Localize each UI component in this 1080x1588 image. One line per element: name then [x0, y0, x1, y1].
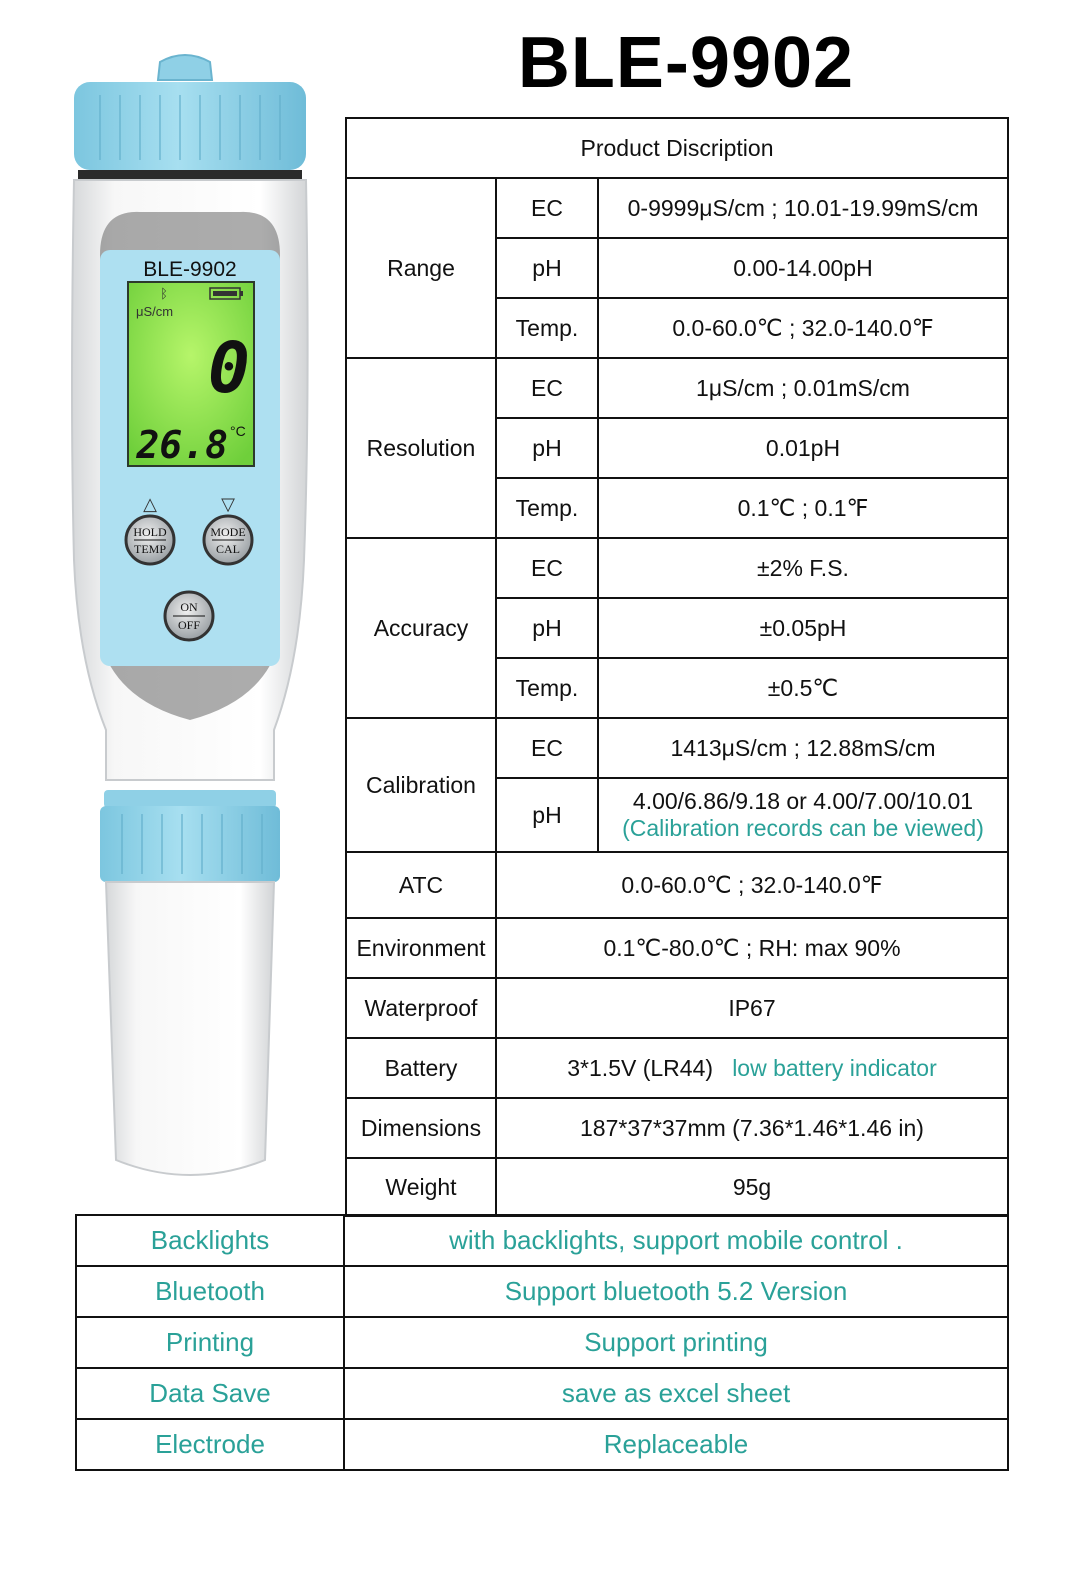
hold-label: HOLD [133, 525, 167, 539]
battery-value-cell [496, 1038, 1008, 1098]
spec-header: Product Discription [346, 118, 1008, 178]
electrode-cap [106, 882, 274, 1175]
lcd-main-reading: 0 [207, 327, 250, 409]
resolution-ec-value: 1μS/cm ; 0.01mS/cm [598, 358, 1008, 418]
range-ph-value: 0.00-14.00pH [598, 238, 1008, 298]
range-ec-value: 0-9999μS/cm ; 10.01-19.99mS/cm [598, 178, 1008, 238]
electrode-collar [100, 790, 280, 882]
waterproof-label: Waterproof [346, 978, 496, 1038]
calibration-ph-label: pH [496, 778, 598, 852]
on-label: ON [180, 600, 198, 614]
feature-value: Support printing [344, 1317, 1008, 1368]
accuracy-ec-label: EC [496, 538, 598, 598]
range-ph-label: pH [496, 238, 598, 298]
accuracy-ph-value: ±0.05pH [598, 598, 1008, 658]
feature-label: Bluetooth [76, 1266, 344, 1317]
accuracy-ph-label: pH [496, 598, 598, 658]
spec-table [345, 117, 1009, 1217]
waterproof-value: IP67 [496, 978, 1008, 1038]
feature-label: Backlights [76, 1215, 344, 1266]
accuracy-temp-value: ±0.5℃ [598, 658, 1008, 718]
top-cap [74, 55, 306, 180]
feature-value: Support bluetooth 5.2 Version [344, 1266, 1008, 1317]
hold-temp-button[interactable] [126, 516, 174, 564]
calibration-ph-note: (Calibration records can be viewed) [622, 815, 984, 841]
lcd-temp-reading: 26.8 [136, 423, 228, 467]
mode-label: MODE [210, 525, 246, 539]
down-arrow-icon: ▽ [221, 494, 235, 515]
atc-value: 0.0-60.0℃ ; 32.0-140.0℉ [496, 852, 1008, 918]
feature-value: Replaceable [344, 1419, 1008, 1470]
dimensions-label: Dimensions [346, 1098, 496, 1158]
calibration-label: Calibration [346, 718, 496, 852]
feature-label: Printing [76, 1317, 344, 1368]
battery-label: Battery [346, 1038, 496, 1098]
resolution-ph-value: 0.01pH [598, 418, 1008, 478]
range-temp-label: Temp. [496, 298, 598, 358]
feature-value: with backlights, support mobile control . [344, 1215, 1008, 1266]
calibration-ph-value [598, 778, 1008, 852]
dimensions-value: 187*37*37mm (7.36*1.46*1.46 in) [496, 1098, 1008, 1158]
accuracy-temp-label: Temp. [496, 658, 598, 718]
weight-value: 95g [496, 1158, 1008, 1216]
bluetooth-icon: ᛒ [160, 287, 168, 302]
range-temp-value: 0.0-60.0℃ ; 32.0-140.0℉ [598, 298, 1008, 358]
environment-label: Environment [346, 918, 496, 978]
device-model-label: BLE-9902 [143, 258, 237, 281]
lcd-temp-unit: °C [230, 423, 246, 439]
environment-value: 0.1℃-80.0℃ ; RH: max 90% [496, 918, 1008, 978]
calibration-ec-label: EC [496, 718, 598, 778]
feature-label: Electrode [76, 1419, 344, 1470]
resolution-temp-label: Temp. [496, 478, 598, 538]
weight-label: Weight [346, 1158, 496, 1216]
resolution-label: Resolution [346, 358, 496, 538]
features-table [75, 1214, 1009, 1471]
up-arrow-icon: △ [143, 494, 157, 515]
mode-cal-button[interactable] [204, 516, 252, 564]
feature-value: save as excel sheet [344, 1368, 1008, 1419]
page-title: BLE-9902 [517, 23, 855, 103]
accuracy-label: Accuracy [346, 538, 496, 718]
off-label: OFF [177, 618, 201, 632]
range-ec-label: EC [496, 178, 598, 238]
calibration-ec-value: 1413μS/cm ; 12.88mS/cm [598, 718, 1008, 778]
resolution-ec-label: EC [496, 358, 598, 418]
temp-label: TEMP [133, 542, 167, 556]
battery-value: 3*1.5V (LR44) [567, 1054, 714, 1081]
cal-label: CAL [216, 542, 240, 556]
power-button[interactable] [165, 592, 213, 640]
accuracy-ec-value: ±2% F.S. [598, 538, 1008, 598]
battery-note: low battery indicator [732, 1054, 937, 1081]
range-label: Range [346, 178, 496, 358]
feature-label: Data Save [76, 1368, 344, 1419]
meter-illustration [60, 40, 320, 1190]
resolution-temp-value: 0.1℃ ; 0.1℉ [598, 478, 1008, 538]
resolution-ph-label: pH [496, 418, 598, 478]
calibration-ph-line1: 4.00/6.86/9.18 or 4.00/7.00/10.01 [632, 788, 974, 814]
lcd-unit: μS/cm [136, 304, 174, 319]
atc-label: ATC [346, 852, 496, 918]
